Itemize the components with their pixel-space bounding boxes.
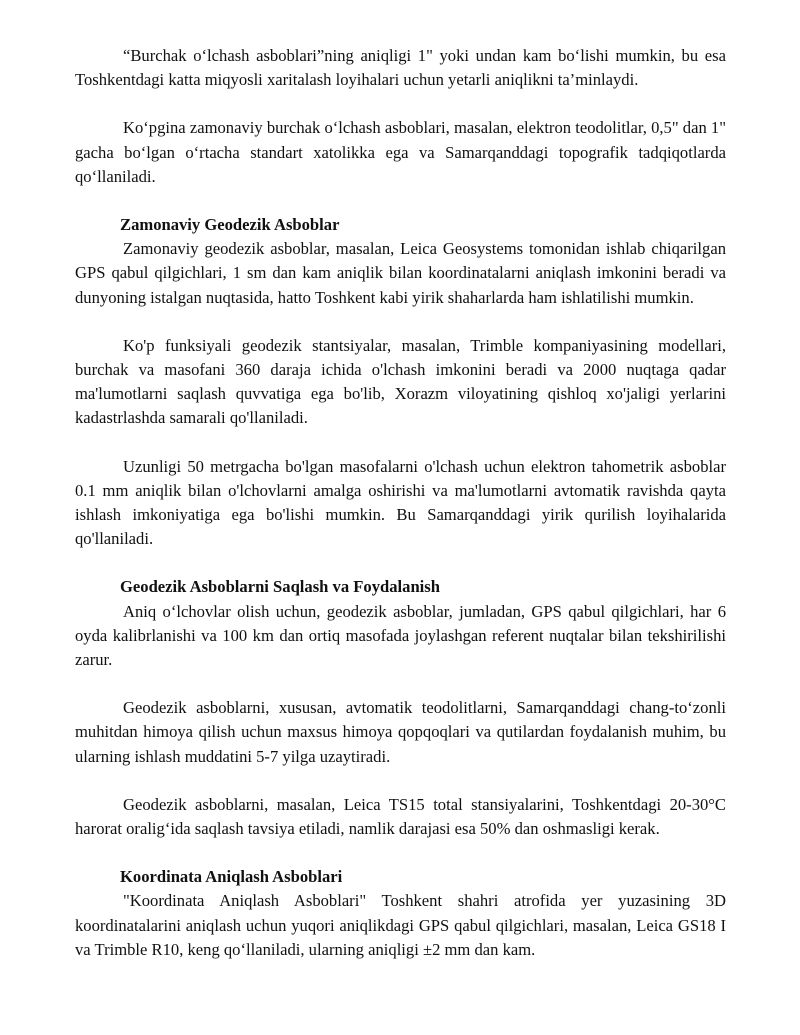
body-paragraph: Ko‘pgina zamonaviy burchak o‘lchash asboblari, masalan, elektron teodolitlar, 0,5" dan 1" gacha bo‘lgan o‘rtacha standart xatolikka ega va Samarqanddagi topografik tadqiqotlarda qo‘llaniladi. bbox=[75, 118, 726, 186]
body-paragraph: "Koordinata Aniqlash Asboblari" Toshkent shahri atrofida yer yuzasining 3D koordinatalarini aniqlash uchun yuqori aniqlikdagi GPS qabul qilgichlari, masalan, Leica GS18 I va Trimble R10, keng qo‘llaniladi, ularning aniqligi ±2 mm dan kam. bbox=[75, 891, 726, 959]
section-heading: Koordinata Aniqlash Asboblari bbox=[120, 867, 343, 887]
body-paragraph: “Burchak o‘lchash asboblari”ning aniqligi 1" yoki undan kam bo‘lishi mumkin, bu esa Toshkentdagi katta miqyosli xaritalash loyihalari uchun yetarli aniqlikni ta’minlaydi. bbox=[75, 46, 726, 90]
body-paragraph: Geodezik asboblarni, masalan, Leica TS15 total stansiyalarini, Toshkentdagi 20-30°C harorat oralig‘ida saqlash tavsiya etiladi, namlik darajasi esa 50% dan oshmasligi kerak. bbox=[75, 794, 726, 839]
body-paragraph: Zamonaviy geodezik asboblar, masalan, Leica Geosystems tomonidan ishlab chiqarilgan GPS qabul qilgichlari, 1 sm dan kam aniqlik bilan koordinatalarni aniqlash imkonini beradi va dunyoning istalgan nuqtasida, hatto Toshkent kabi yirik shaharlarda ham ishlatilishi mumkin. bbox=[75, 239, 726, 307]
body-paragraph: Geodezik asboblarni, xususan, avtomatik teodolitlarni, Samarqanddagi chang-to‘zonli muhitdan himoya qilish uchun maxsus himoya qopqoqlari va qutilardan foydalanish muhim, bu ularning ishlash muddatini 5-7 yilga uzaytiradi. bbox=[75, 698, 726, 766]
body-paragraph: Aniq o‘lchovlar olish uchun, geodezik asboblar, jumladan, GPS qabul qilgichlari, har 6 oyda kalibrlanishi va 100 km dan ortiq masofada joylashgan referent nuqtalar bilan tekshirilishi zarur. bbox=[75, 601, 726, 670]
section-heading: Zamonaviy Geodezik Asboblar bbox=[120, 215, 340, 235]
body-paragraph: Uzunligi 50 metrgacha bo'lgan masofalarni o'lchash uchun elektron tahometrik asboblar 0.1 mm aniqlik bilan o'lchovlarni amalga oshirishi va ma'lumotlarni avtomatik ravishda qayta ishlash imkoniyatiga ega bo'lishi mumkin. Bu Samarqanddagi yirik qurilish loyihalarida qo'llaniladi. bbox=[75, 456, 726, 549]
body-paragraph: Ko'p funksiyali geodezik stantsiyalar, masalan, Trimble kompaniyasining modellari, burchak va masofani 360 daraja ichida o'lchash imkonini beradi va 2000 nuqtaga qadar ma'lumotlarni saqlash quvvatiga ega bo'lib, Xorazm viloyatining qishloq xo'jaligi yerlarini kadastrlashda samarali qo'llaniladi. bbox=[75, 335, 726, 428]
document-page bbox=[75, 44, 726, 962]
section-heading: Geodezik Asboblarni Saqlash va Foydalanish bbox=[120, 577, 440, 597]
